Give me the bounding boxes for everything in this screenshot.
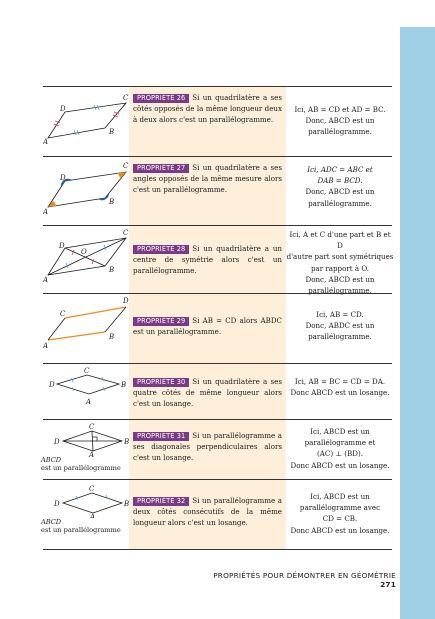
row-divider [43, 549, 392, 550]
caption-line: est un parallélogramme [41, 464, 121, 472]
explanation-line: Ici, AB = BC = CD = DA. [294, 377, 386, 386]
side-tab [400, 27, 435, 619]
property-badge: PROPRIÉTÉ 26 [133, 94, 189, 103]
label-d: D [123, 297, 129, 305]
label-d: D [59, 242, 65, 250]
label-b: B [124, 500, 129, 508]
explanation-line: d'autre part sont symétriques [286, 252, 394, 262]
property-text: Si un quadrilatère a ses angles opposés de la même mesure alors c'est un parallélogramme. [133, 163, 282, 194]
figure-caption [41, 456, 121, 472]
label-d: D [60, 174, 66, 182]
explanation-line: parallélogramme. [308, 286, 372, 296]
label-a: A [43, 208, 49, 216]
property-32 [129, 480, 286, 549]
explanation-line: Donc ABCD est un losange. [290, 460, 390, 470]
explanation-28 [286, 229, 394, 296]
figure-rhombus-diagonals [43, 421, 129, 457]
property-text: Si un quadrilatère a un centre de symétrie alors c'est un parallélogramme. [133, 244, 282, 275]
explanation-line: parallélogramme. [308, 127, 372, 137]
explanation-line: Donc, ABCD est un [305, 274, 375, 284]
property-text: Si un parallélogramme a ses diagonales perpendiculaires alors c'est un losange. [133, 431, 282, 462]
explanation-line: par rapport à O. [310, 263, 370, 273]
explanation-line: Ici, AB = CD et AD = BC. [294, 105, 386, 114]
explanation-29 [286, 309, 394, 343]
explanation-line: Ici, ABCD est un [310, 427, 370, 436]
property-26 [129, 87, 286, 156]
label-d: D [49, 381, 55, 389]
explanation-line: Ici, AB = CD. [316, 310, 364, 319]
label-b: B [109, 266, 115, 274]
caption-line: ABCD [41, 518, 62, 526]
property-text: Si AB = CD alors ABDC est un parallélogramme. [133, 316, 282, 336]
page-footer [210, 571, 396, 589]
label-c: C [60, 310, 66, 318]
label-c: C [89, 485, 95, 493]
explanation-line: Donc, ABDC est un [305, 321, 375, 331]
label-d: D [54, 438, 60, 446]
explanation-line: Ici, A et C d'une part et B et D [289, 230, 391, 251]
property-28 [129, 226, 286, 293]
figure-caption [41, 518, 121, 534]
label-a: A [43, 276, 49, 284]
property-badge: PROPRIÉTÉ 30 [133, 378, 189, 387]
label-a: A [43, 138, 49, 146]
explanation-line: Donc ABCD est un losange. [290, 525, 390, 535]
property-text: Si un parallélogramme a deux côtés consécutifs de la même longueur alors c'est un losange. [133, 496, 282, 527]
label-b: B [109, 198, 115, 206]
property-text: Si un quadrilatère a ses quatre côtés de même longueur alors c'est un losange. [133, 377, 282, 408]
explanation-line: (AC) ⊥ (BD). [317, 449, 363, 459]
figure-rhombus-sides [43, 366, 129, 418]
property-badge: PROPRIÉTÉ 31 [133, 432, 189, 441]
figure-parallelogram-center [43, 229, 129, 291]
property-29 [129, 294, 286, 363]
explanation-line: Donc ABCD est un losange. [290, 388, 390, 398]
property-badge: PROPRIÉTÉ 29 [133, 317, 189, 326]
explanation-line: parallélogramme. [308, 198, 372, 208]
explanation-30 [286, 376, 394, 398]
label-d: D [54, 500, 60, 508]
caption-line: est un parallélogramme [41, 526, 121, 534]
explanation-26 [286, 104, 394, 138]
label-a: A [89, 451, 95, 457]
figure-parallelogram-vectors [43, 296, 129, 360]
property-27 [129, 157, 286, 225]
explanation-line: Ici, ABCD est un [310, 492, 370, 501]
label-c: C [123, 162, 129, 170]
property-31 [129, 420, 286, 479]
label-c: C [89, 423, 95, 431]
explanation-line: parallélogramme avec [299, 503, 381, 513]
property-30 [129, 364, 286, 419]
footer-title: PROPRIÉTÉS POUR DÉMONTRER EN GÉOMÉTRIE [213, 571, 396, 580]
figure-rhombus-consecutive [43, 484, 129, 518]
label-b: B [109, 333, 115, 341]
explanation-line: Donc, ABCD est un [305, 187, 375, 197]
label-o: O [81, 248, 87, 256]
explanation-line: Donc, ABCD est un [305, 116, 375, 126]
figure-parallelogram-sides [43, 92, 129, 152]
explanation-31 [286, 426, 394, 471]
caption-line: ABCD [41, 456, 62, 464]
figure-parallelogram-angles [43, 160, 129, 224]
label-c: C [123, 94, 129, 102]
explanation-line: DAB = BCD. [317, 176, 363, 186]
explanation-line: parallélogramme. [308, 332, 372, 342]
property-badge: PROPRIÉTÉ 28 [133, 245, 189, 254]
label-b: B [109, 128, 115, 136]
label-b: B [124, 438, 129, 446]
property-text: Si un quadrilatère a ses côtés opposés de la même longueur deux à deux alors c'est un parallélogramme. [133, 93, 282, 124]
explanation-line: CD = CB. [322, 514, 358, 524]
property-badge: PROPRIÉTÉ 27 [133, 164, 189, 173]
label-a: A [86, 398, 92, 406]
label-d: D [60, 105, 66, 113]
label-b: B [121, 381, 127, 389]
explanation-line: Ici, ADC = ABC et [307, 165, 373, 174]
property-badge: PROPRIÉTÉ 32 [133, 497, 189, 506]
label-c: C [123, 229, 129, 237]
label-a: A [90, 513, 96, 518]
explanation-27 [286, 164, 394, 209]
label-c: C [84, 367, 90, 375]
label-a: A [43, 342, 49, 350]
explanation-32 [286, 491, 394, 536]
page-number: 271 [380, 580, 396, 589]
explanation-line: parallélogramme et [304, 438, 376, 448]
